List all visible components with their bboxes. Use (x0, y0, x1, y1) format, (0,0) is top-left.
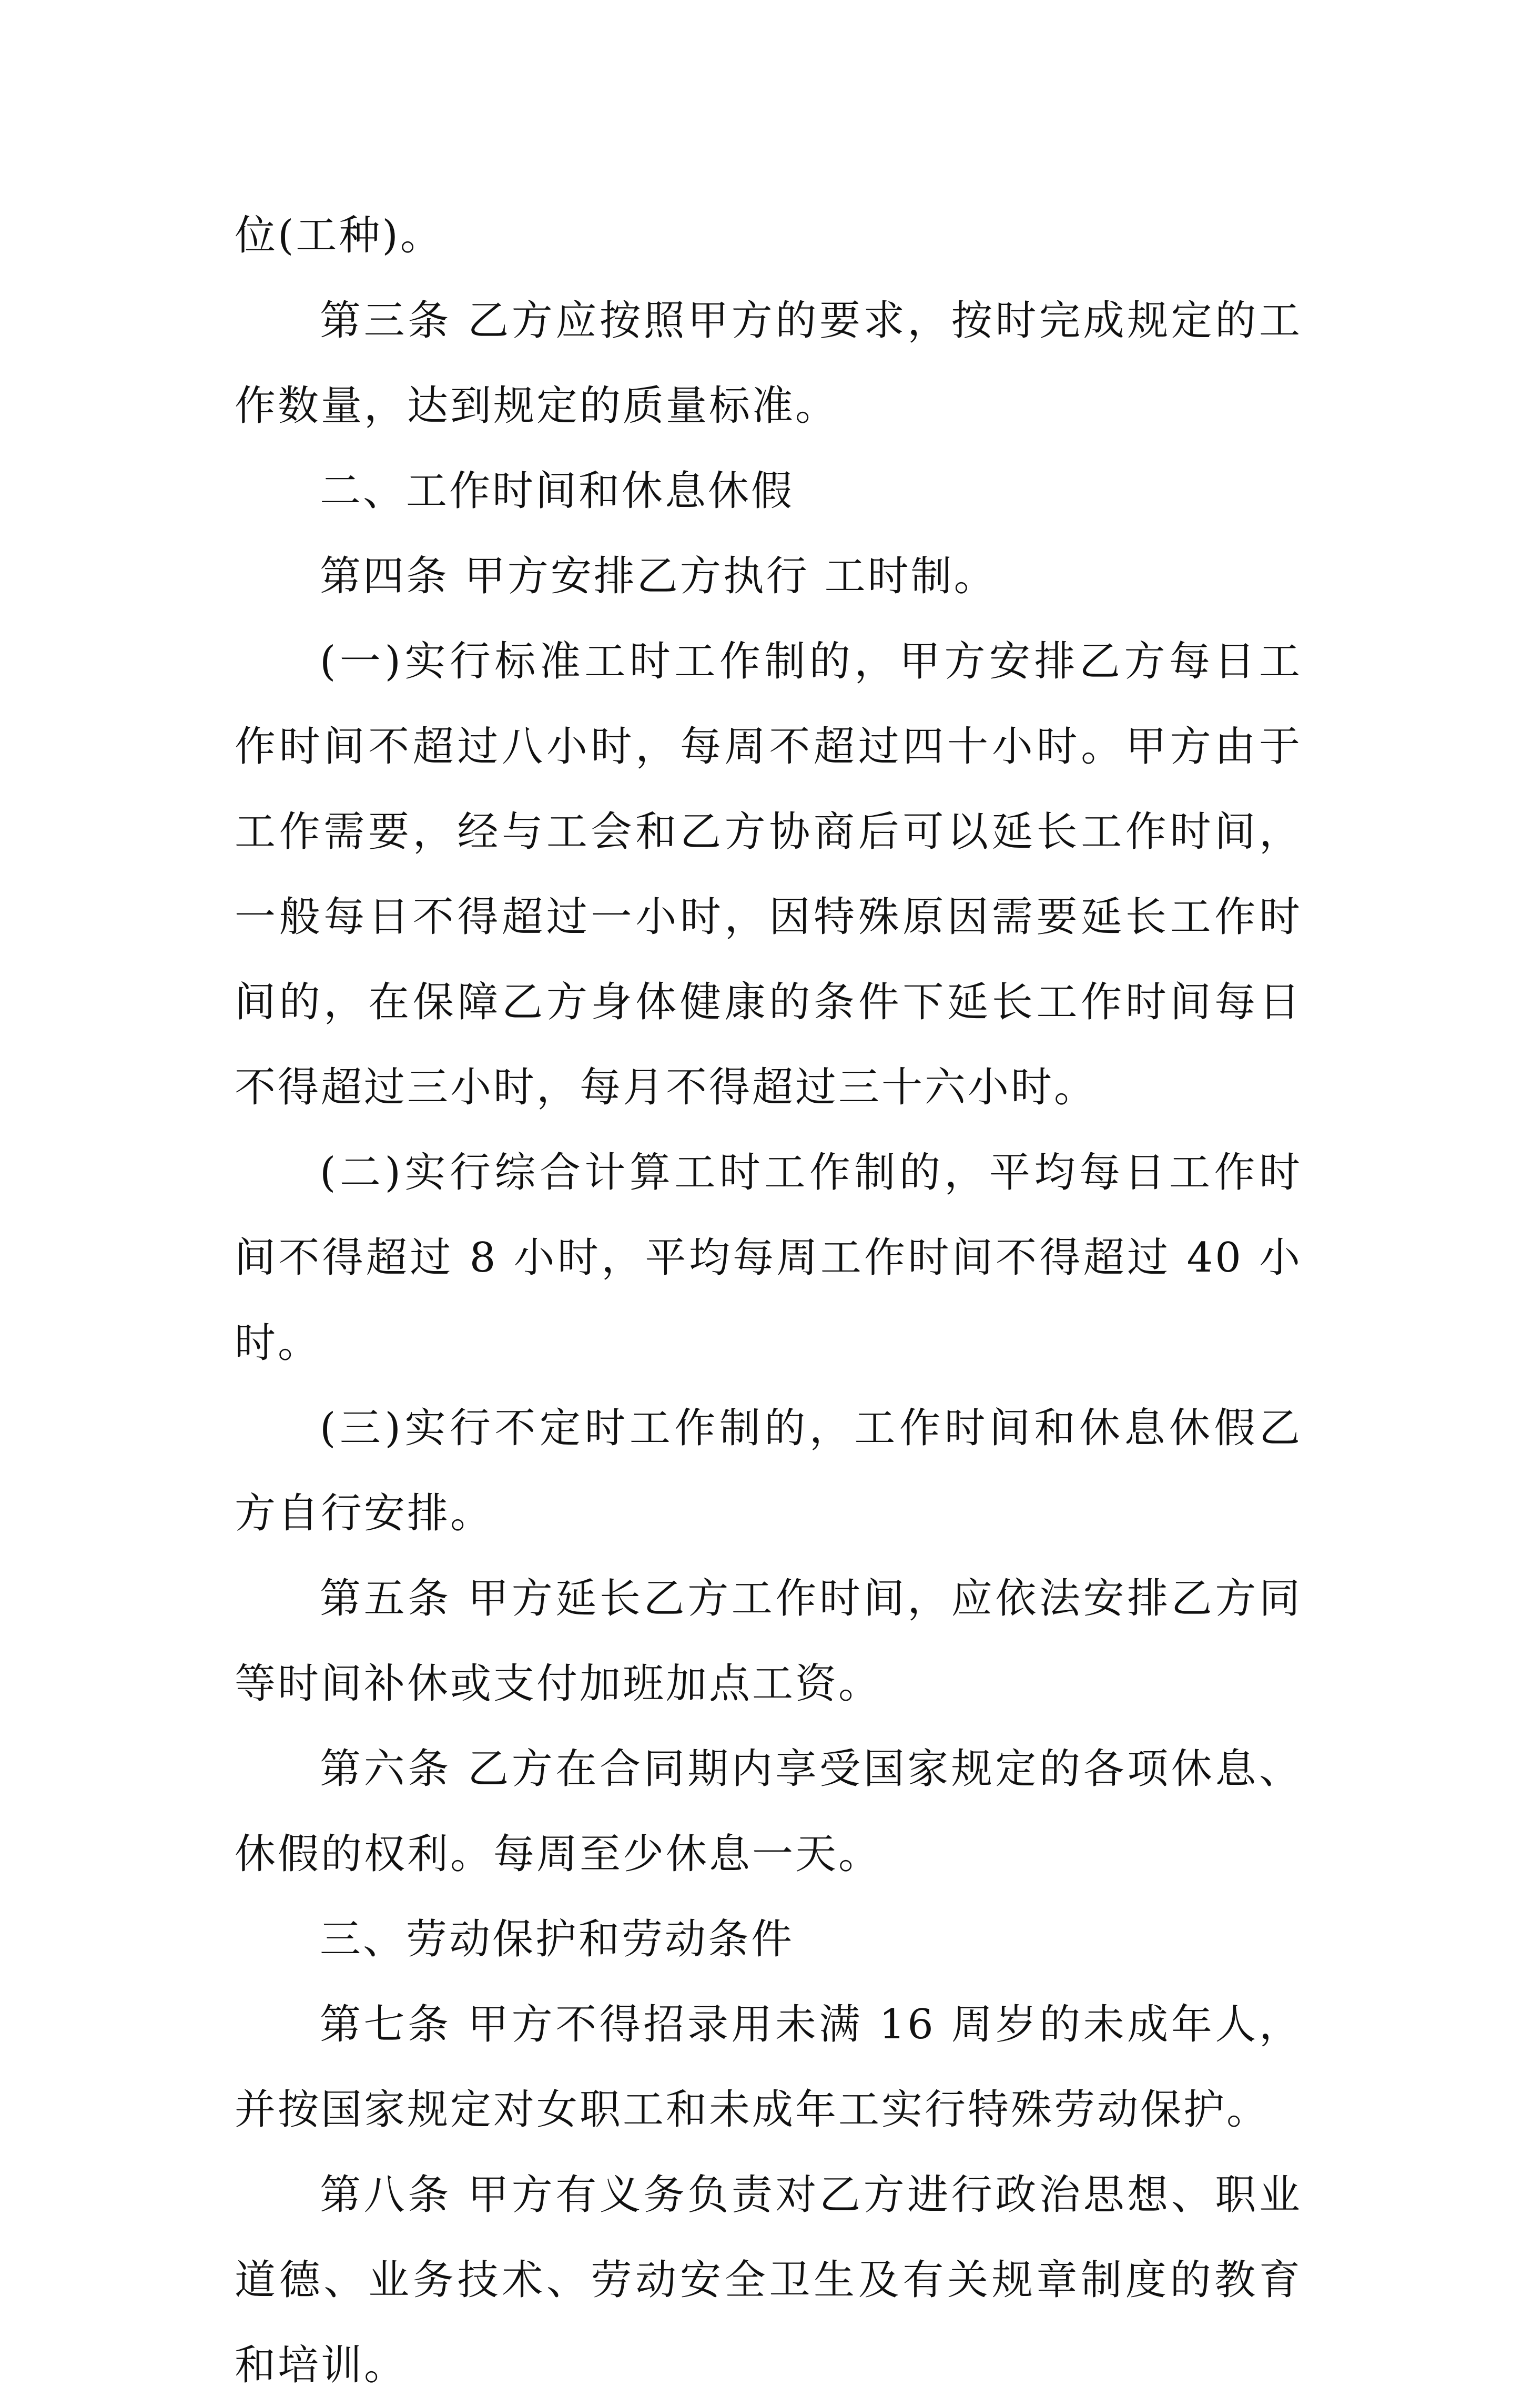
paragraph-continuation: 位(工种)。 (235, 212, 443, 259)
paragraph-article-3: 第三条 乙方应按照甲方的要求，按时完成规定的工作数量，达到规定的质量标准。 (235, 297, 1302, 430)
paragraph-item-2: (二)实行综合计算工时工作制的，平均每日工作时间不得超过 8 小时，平均每周工作时间不得超过 40 小时。 (235, 1149, 1302, 1367)
section-heading-labor-protection: 三、劳动保护和劳动条件 (320, 1916, 795, 1963)
paragraph-article-4: 第四条 甲方安排乙方执行 工时制。 (320, 553, 997, 600)
paragraph-article-6: 第六条 乙方在合同期内享受国家规定的各项休息、休假的权利。每周至少休息一天。 (235, 1745, 1302, 1878)
paragraph-article-8: 第八条 甲方有义务负责对乙方进行政治思想、职业道德、业务技术、劳动安全卫生及有关规章制度的教育和培训。 (235, 2171, 1302, 2389)
paragraph-article-5: 第五条 甲方延长乙方工作时间，应依法安排乙方同等时间补休或支付加班加点工资。 (235, 1575, 1302, 1708)
paragraph-item-1: (一)实行标准工时工作制的，甲方安排乙方每日工作时间不超过八小时，每周不超过四十小时。甲方由于工作需要，经与工会和乙方协商后可以延长工作时间，一般每日不得超过一小时，因特殊原因需要延长工作时间的，在保障乙方身体健康的条件下延长工作时间每日不得超过三小时，每月不得超过三十六小时。 (235, 638, 1302, 1111)
paragraph-article-7: 第七条 甲方不得招录用未满 16 周岁的未成年人，并按国家规定对女职工和未成年工实行特殊劳动保护。 (235, 2001, 1302, 2133)
paragraph-item-3: (三)实行不定时工作制的，工作时间和休息休假乙方自行安排。 (235, 1405, 1302, 1537)
section-heading-work-time: 二、工作时间和休息休假 (320, 468, 795, 515)
document-body (235, 193, 1302, 2408)
